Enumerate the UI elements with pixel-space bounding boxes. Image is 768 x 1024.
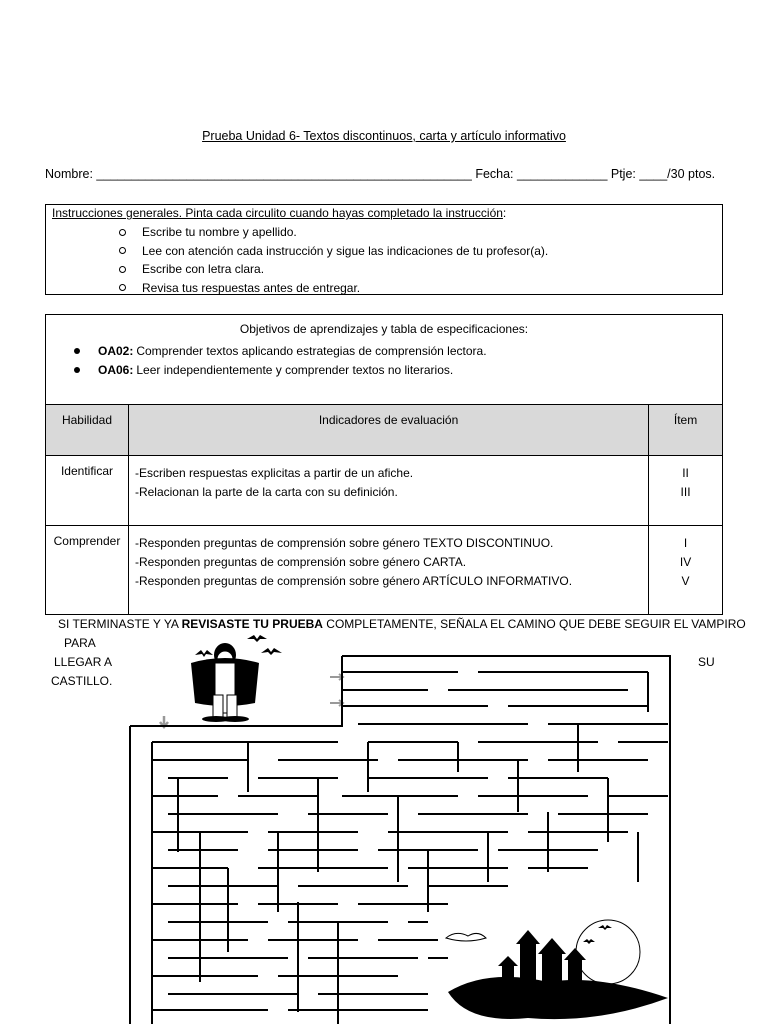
- ptje-field[interactable]: ____/30 ptos.: [639, 167, 716, 181]
- skill-cell: Identificar: [46, 456, 129, 526]
- nombre-field[interactable]: ______________________________________________________: [96, 167, 472, 181]
- circle-checkbox-icon[interactable]: [119, 284, 126, 291]
- closing-instruction: SI TERMINASTE Y YA REVISASTE TU PRUEBA COMPLETAMENTE, SEÑALA EL CAMINO QUE DEBE SEGUIR EL VAMPIRO: [58, 617, 746, 631]
- closing-line-para: PARA: [64, 636, 96, 650]
- instructions-list: [119, 223, 548, 297]
- objectives-list: [74, 341, 487, 379]
- table-row: [46, 456, 723, 526]
- bat-icon: [247, 635, 267, 642]
- fecha-field[interactable]: _____________: [517, 167, 608, 181]
- bullet-icon: [74, 348, 80, 354]
- list-item: Lee con atención cada instrucción y sigue las indicaciones de tu profesor(a).: [119, 242, 548, 261]
- list-item: Escribe con letra clara.: [119, 260, 548, 279]
- instructions-heading: Instrucciones generales. Pinta cada circulito cuando hayas completado la instrucción:: [52, 206, 507, 220]
- list-item: Escribe tu nombre y apellido.: [119, 223, 548, 242]
- objectives-box: [45, 314, 723, 615]
- student-info-line: [45, 167, 725, 181]
- table-row: [46, 526, 723, 615]
- column-header: Indicadores de evaluación: [128, 405, 648, 456]
- specification-table: [45, 404, 723, 615]
- skill-cell: Comprender: [46, 526, 129, 615]
- circle-checkbox-icon[interactable]: [119, 266, 126, 273]
- castle-icon: [446, 920, 668, 1019]
- objectives-title: Objetivos de aprendizajes y tabla de especificaciones:: [239, 322, 529, 336]
- bullet-icon: [74, 367, 80, 373]
- column-header: Ítem: [649, 405, 723, 456]
- closing-line-castillo: CASTILLO.: [51, 674, 113, 688]
- circle-checkbox-icon[interactable]: [119, 229, 126, 236]
- item-cell: II III: [649, 456, 723, 526]
- item-cell: I IV V: [649, 526, 723, 615]
- fecha-label: Fecha:: [475, 167, 514, 181]
- circle-checkbox-icon[interactable]: [119, 247, 126, 254]
- nombre-label: Nombre:: [45, 167, 93, 181]
- ptje-label: Ptje:: [610, 167, 636, 181]
- indicators-cell: -Responden preguntas de comprensión sobre género TEXTO DISCONTINUO. -Responden preguntas de comprensión sobre género CARTA. -Responden preguntas de comprensión sobre género ARTÍCULO INFORMATIVO.: [128, 526, 648, 615]
- closing-line-llegar: LLEGAR A: [54, 655, 113, 669]
- instructions-box: [45, 204, 723, 295]
- list-item: Revisa tus respuestas antes de entregar.: [119, 279, 548, 298]
- column-header: Habilidad: [46, 405, 129, 456]
- closing-line-su: SU: [698, 655, 715, 669]
- list-item: OA02: Comprender textos aplicando estrategias de comprensión lectora.: [74, 341, 487, 360]
- table-header-row: [46, 405, 723, 456]
- list-item: OA06: Leer independientemente y comprender textos no literarios.: [74, 360, 487, 379]
- page-title: Prueba Unidad 6- Textos discontinuos, carta y artículo informativo: [202, 129, 566, 143]
- indicators-cell: -Escriben respuestas explicitas a partir de un afiche. -Relacionan la parte de la carta con su definición.: [128, 456, 648, 526]
- maze-icon: [128, 652, 678, 1024]
